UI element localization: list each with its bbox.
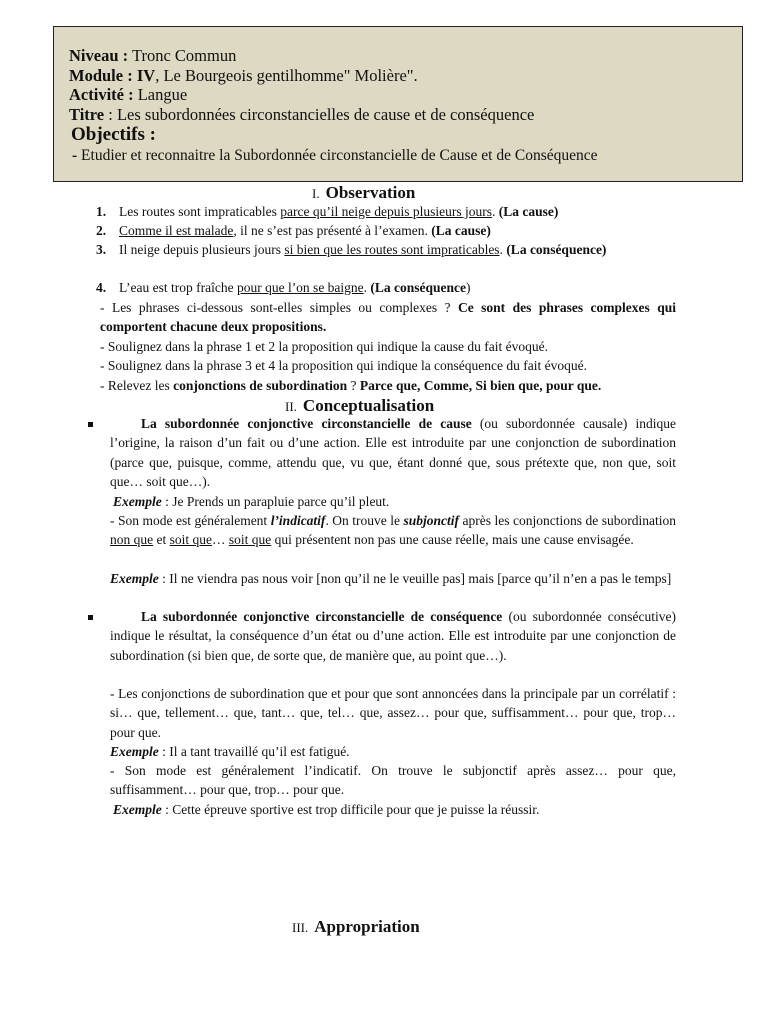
section-appropriation-heading: III. Appropriation (292, 917, 420, 936)
square-bullet-icon (88, 615, 93, 620)
objectif-item: - Etudier et reconnaitre la Subordonnée circonstancielle de Cause et de Conséquence (72, 147, 598, 164)
consequence-example-1: Exemple : Il a tant travaillé qu’il est fatigué. (110, 744, 350, 759)
observation-item: Il neige depuis plusieurs jours si bien que les routes sont impraticables. (La conséquence) (119, 242, 607, 257)
cause-example-1: Exemple : Je Prends un parapluie parce qu’il pleut. (113, 494, 390, 509)
section-observation-heading: I. Observation (312, 183, 416, 202)
observation-item: 1. Les routes sont impraticables parce qu’il neige depuis plusieurs jours. (La cause) (96, 204, 559, 219)
consequence-mode: - Son mode est généralement l’indicatif. On trouve le subjonctif après assez… pour que, suffisamment… pour que, trop… pour que. (110, 763, 676, 798)
observation-question-2: - Soulignez dans la phrase 1 et 2 la proposition qui indique la cause du fait évoqué. (100, 339, 549, 354)
section-conceptualisation-heading: II. Conceptualisation (285, 396, 435, 415)
consequence-example-2: Exemple : Cette épreuve sportive est trop difficile pour que je puisse la réussir. (113, 802, 540, 817)
observation-item: 2. Comme il est malade, il ne s’est pas présenté à l’examen. (La cause) (96, 223, 491, 238)
cause-definition: La subordonnée conjonctive circonstancielle de cause (ou subordonnée causale) indique l’origine, la raison d’un fait ou d’une action. Elle est introduite par une conjonction de subordination (parce que, puisque, comme, attendu que, vu que, étant donné que, sous prétexte que, non que, soit que… soit que…). (110, 416, 676, 490)
cause-example-2: Exemple : Il ne viendra pas nous voir [non qu’il ne le veuille pas] mais [parce qu’il n’en a pas le temps] (110, 571, 672, 586)
titre-line: Titre : Les subordonnées circonstancielles de cause et de conséquence (69, 104, 535, 124)
observation-question-3: - Soulignez dans la phrase 3 et 4 la proposition qui indique la conséquence du fait évoqué. (100, 358, 587, 373)
observation-item: 4. L’eau est trop fraîche pour que l’on se baigne. (La conséquence) (96, 280, 471, 295)
consequence-correlatif: - Les conjonctions de subordination que et pour que sont annoncées dans la principale par un corrélatif : si… que, tellement… que, tant… que, tel… que, assez… pour que, suffisamment… pour que, trop… pour que. (110, 686, 676, 740)
header-box (53, 26, 743, 182)
objectifs-heading: Objectifs : (71, 124, 156, 145)
consequence-definition: La subordonnée conjonctive circonstancielle de conséquence (ou subordonnée consécutive) indique le résultat, la conséquence d’un état ou d’une action. Elle est introduite par une conjonction de subordination (si bien que, de sorte que, de manière que, au point que…). (110, 609, 677, 663)
observation-question-1: - Les phrases ci-dessous sont-elles simples ou complexes ? Ce sont des phrases complexes qui comportent chacune deux propositions. (100, 300, 676, 335)
module-line: Module : IV, Le Bourgeois gentilhomme" Molière". (69, 65, 418, 85)
cause-mode: - Son mode est généralement l’indicatif. On trouve le subjonctif après les conjonctions de subordination non que et soit que… soit que qui présentent non pas une cause réelle, mais une cause envisagée. (110, 513, 676, 548)
activite-line: Activité : Langue (69, 85, 188, 104)
niveau-line: Niveau : Tronc Commun (69, 46, 237, 65)
observation-question-4: - Relevez les conjonctions de subordination ? Parce que, Comme, Si bien que, pour que. (100, 378, 602, 393)
square-bullet-icon (88, 422, 93, 427)
observation-item-number: 3. (96, 242, 107, 257)
